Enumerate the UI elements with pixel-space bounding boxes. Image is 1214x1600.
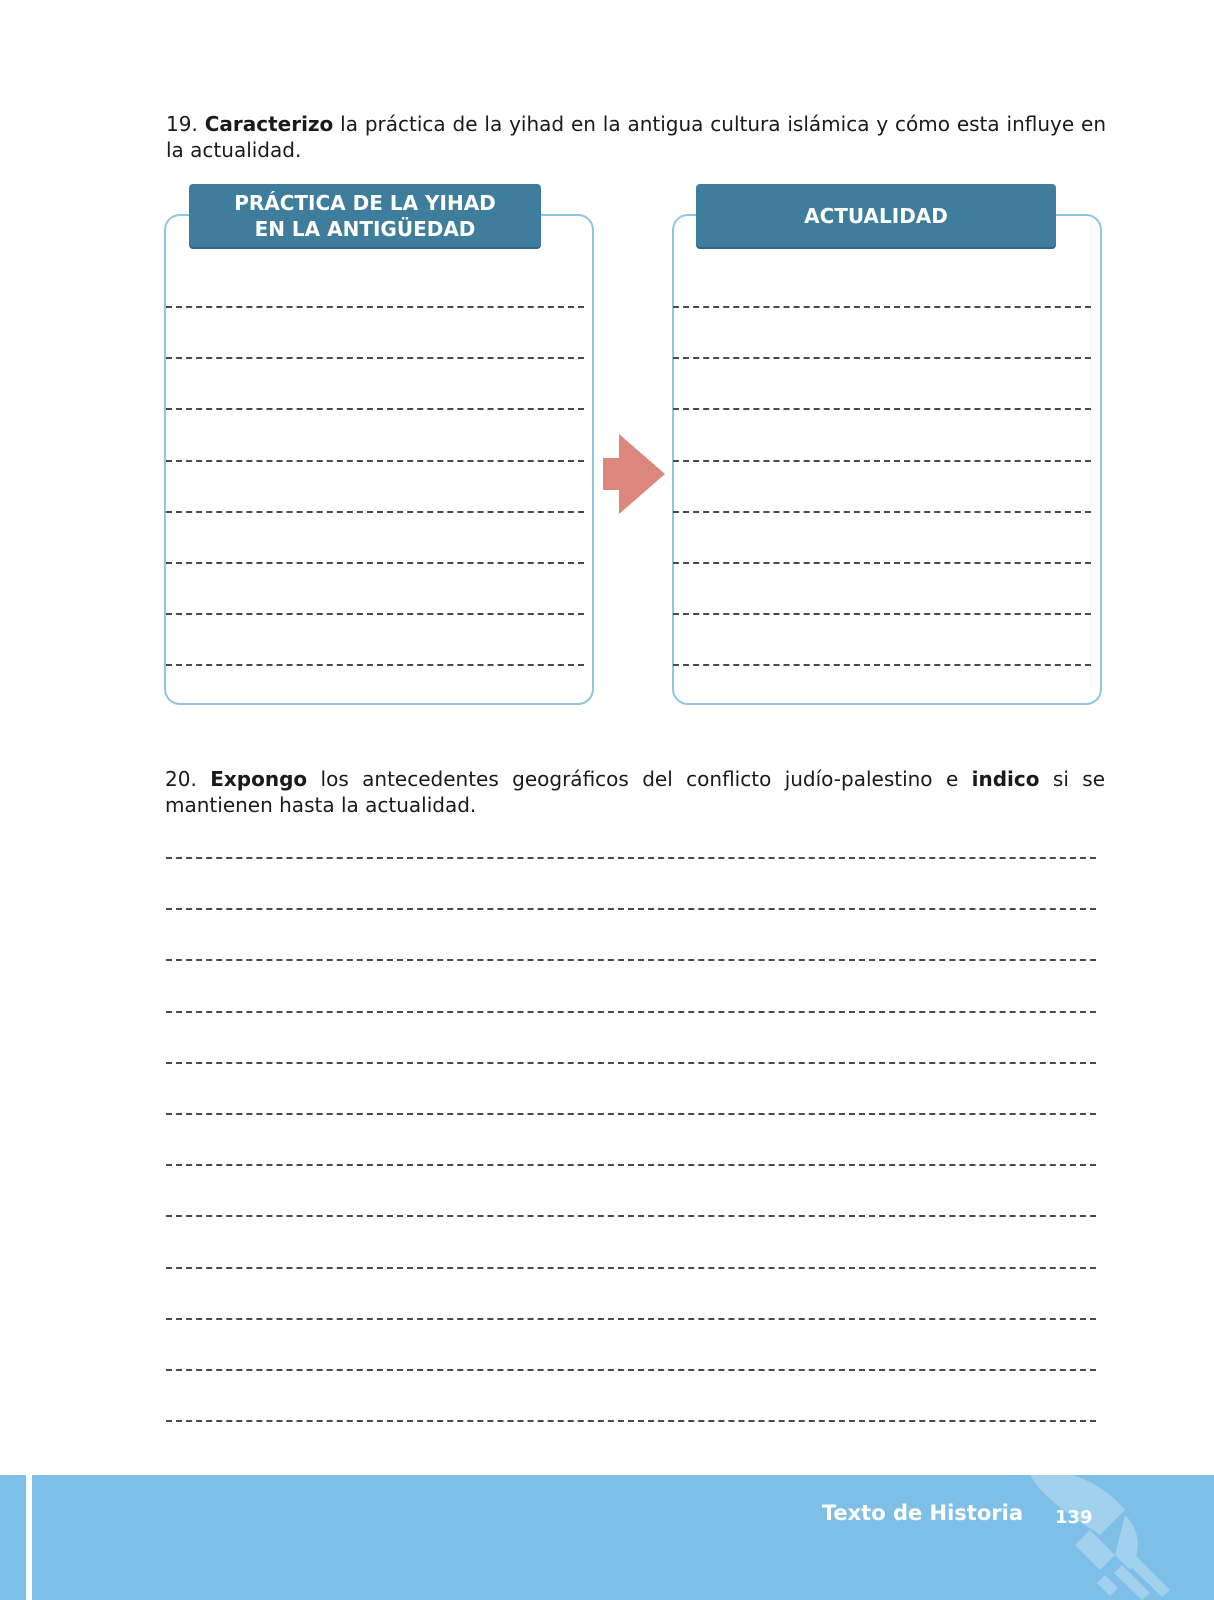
writing-line-20[interactable] [166,1113,1096,1115]
footer-stripe [26,1475,32,1600]
question-20-text-2: si se mantienen hasta la actualidad. [165,767,1106,817]
writing-line-20[interactable] [166,1011,1096,1013]
writing-line-present[interactable] [673,511,1091,513]
writing-line-20[interactable] [166,1318,1096,1320]
question-20-verb-2: indico [971,767,1040,791]
question-20-number: 20. [165,767,197,791]
writing-line-antiquity[interactable] [166,613,584,615]
writing-line-present[interactable] [673,460,1091,462]
writing-line-antiquity[interactable] [166,357,584,359]
writing-line-antiquity[interactable] [166,408,584,410]
header-present-label: ACTUALIDAD [804,203,948,228]
question-20-text-1: los antecedentes geográficos del conflicto judío-palestino e [307,767,972,791]
writing-line-20[interactable] [166,959,1096,961]
writing-line-20[interactable] [166,857,1096,859]
question-19-number: 19. [166,112,198,136]
writing-line-20[interactable] [166,1062,1096,1064]
rocket-icon [1030,1475,1180,1600]
writing-line-antiquity[interactable] [166,511,584,513]
writing-line-20[interactable] [166,1369,1096,1371]
writing-line-antiquity[interactable] [166,562,584,564]
writing-line-20[interactable] [166,1215,1096,1217]
writing-line-present[interactable] [673,408,1091,410]
header-present [696,184,1056,247]
writing-line-present[interactable] [673,562,1091,564]
writing-line-present[interactable] [673,306,1091,308]
page-footer [0,1475,1214,1600]
question-19 [166,111,1106,163]
question-20 [165,766,1105,818]
writing-line-antiquity[interactable] [166,460,584,462]
writing-line-20[interactable] [166,1267,1096,1269]
header-antiquity-label: PRÁCTICA DE LA YIHAD EN LA ANTIGÜEDAD [234,190,496,241]
footer-title: Texto de Historia [821,1501,1023,1525]
question-19-text: la práctica de la yihad en la antigua cultura islámica y cómo esta influye en la actualidad. [166,112,1107,162]
writing-line-present[interactable] [673,357,1091,359]
question-19-verb: Caracterizo [204,112,334,136]
writing-line-antiquity[interactable] [166,306,584,308]
writing-line-20[interactable] [166,908,1096,910]
page-number: 139 [1055,1507,1093,1528]
writing-line-present[interactable] [673,664,1091,666]
writing-line-antiquity[interactable] [166,664,584,666]
writing-line-20[interactable] [166,1164,1096,1166]
writing-line-present[interactable] [673,613,1091,615]
arrow-right-icon [603,434,665,514]
writing-line-20[interactable] [166,1420,1096,1422]
question-20-verb-1: Expongo [210,767,308,791]
header-antiquity [189,184,541,247]
